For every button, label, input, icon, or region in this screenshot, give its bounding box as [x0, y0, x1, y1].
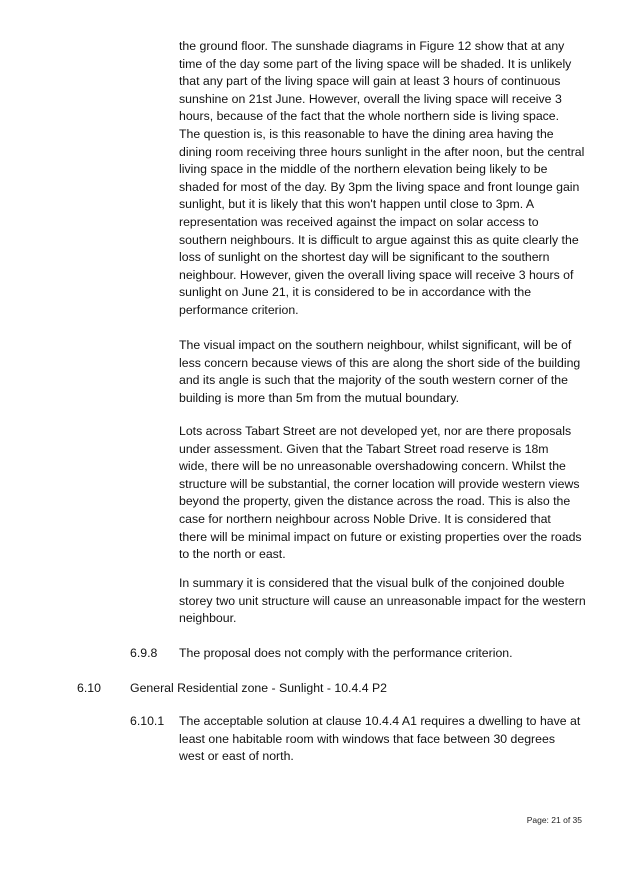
clause-text-6-10-1: The acceptable solution at clause 10.4.4 A1 requires a dwelling to have at least one habitable room with windows that face between 30 degrees west or east of north. [179, 714, 581, 764]
clause-number-6-10-1: 6.10.1 [130, 714, 165, 728]
paragraph-tabart-street: Lots across Tabart Street are not developed yet, nor are there proposals under assessment. Given that the Tabart Street road reserve is 18m wide, there will be no unreasonable overshadowing concern. Whilst the structure will be substantial, the corner location will provide western views beyond the property, given the distance across the road. This is also the case for northern neighbour across Noble Drive. It is considered that there will be minimal impact on future or existing properties over the roads to the north or east. [179, 424, 582, 562]
paragraph-visual-impact-southern: The visual impact on the southern neighbour, whilst significant, will be of less concern because views of this are along the short side of the building and its angle is such that the majority of the south western corner of the building is more than 5m from the mutual boundary. [179, 338, 581, 405]
paragraph-sunlight-living-space: the ground floor. The sunshade diagrams in Figure 12 show that at any time of the day some part of the living space will be shaded. It is unlikely that any part of the living space will gain at least 3 hours of continuous sunshine on 21st June. However, overall the living space will receive 3 hours, because of the fact that the whole northern side is living space. The question is, is this reasonable to have the dining area having the dining room receiving three hours sunlight in the after noon, but the central living space in the middle of the northern elevation being likely to be shaded for most of the day. By 3pm the living space and front lounge gain sunlight, but it is likely that this won't happen until close to 3pm. A representation was received against the impact on solar access to southern neighbours. It is difficult to argue against this as quite clearly the loss of sunlight on the shortest day will be significant to the southern neighbour. However, given the overall living space will receive 3 hours of sunlight on June 21, it is considered to be in accordance with the performance criterion. [179, 39, 585, 317]
clause-number-6-9-8: 6.9.8 [130, 646, 158, 660]
section-number-6-10: 6.10 [77, 681, 101, 695]
clause-text-6-9-8: The proposal does not comply with the performance criterion. [179, 646, 513, 660]
section-heading-6-10: General Residential zone - Sunlight - 10.4.4 P2 [130, 681, 388, 695]
paragraph-summary: In summary it is considered that the visual bulk of the conjoined double storey two unit structure will cause an unreasonable impact for the western neighbour. [179, 576, 586, 626]
page-number: Page: 21 of 35 [526, 815, 582, 825]
